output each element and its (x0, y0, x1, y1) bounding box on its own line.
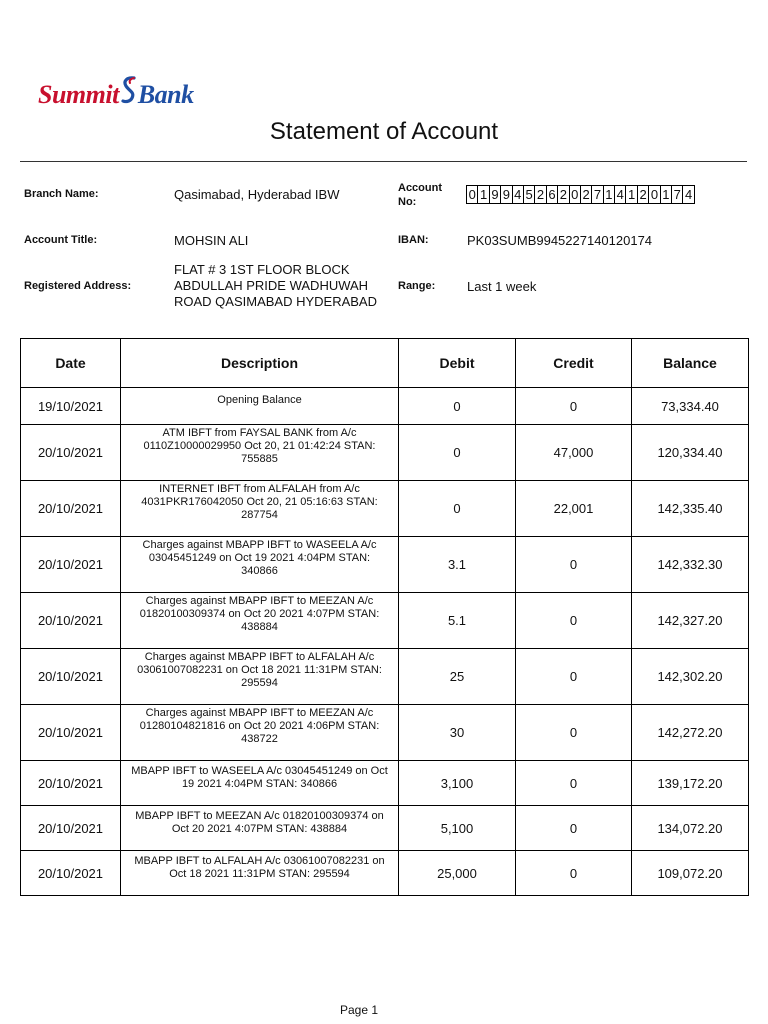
description-line: ATM IBFT from FAYSAL BANK from A/c (162, 427, 357, 439)
table-row (21, 806, 749, 851)
cell-balance: 142,327.20 (632, 593, 749, 649)
account-digit-box: 1 (626, 186, 637, 203)
title-divider (20, 161, 747, 162)
cell-debit: 0 (399, 481, 516, 537)
table-row (21, 481, 749, 537)
cell-balance: 142,302.20 (632, 649, 749, 705)
summit-s-mark-icon (121, 75, 137, 110)
cell-description (121, 425, 399, 481)
description-line: Charges against MBAPP IBFT to MEEZAN A/c (145, 707, 374, 719)
description-line: 295594 (241, 677, 278, 689)
cell-date: 20/10/2021 (21, 806, 121, 851)
cell-credit: 0 (516, 537, 632, 593)
description-line: 01820100309374 on Oct 20 2021 4:07PM STAN: (139, 608, 380, 620)
header-balance: Balance (632, 339, 749, 388)
cell-balance: 134,072.20 (632, 806, 749, 851)
account-digit-box: 5 (524, 186, 535, 203)
description-line: 19 2021 4:04PM STAN: 340866 (181, 778, 338, 790)
account-digit-box: 4 (615, 186, 626, 203)
header-description: Description (121, 339, 399, 388)
description-line: 03045451249 on Oct 19 2021 4:04PM STAN: (148, 552, 371, 564)
cell-description (121, 649, 399, 705)
cell-debit: 0 (399, 425, 516, 481)
header-date: Date (21, 339, 121, 388)
cell-description (121, 593, 399, 649)
cell-date: 20/10/2021 (21, 705, 121, 761)
cell-balance: 73,334.40 (632, 388, 749, 425)
account-digit-box: 4 (513, 186, 524, 203)
range-value: Last 1 week (467, 279, 537, 294)
table-header-row (21, 339, 749, 388)
account-digit-box: 2 (638, 186, 649, 203)
logo-text-summit: Summit (38, 80, 119, 109)
cell-description (121, 806, 399, 851)
table-row (21, 537, 749, 593)
cell-description (121, 761, 399, 806)
cell-debit: 0 (399, 388, 516, 425)
table-row (21, 425, 749, 481)
account-digit-box: 0 (649, 186, 660, 203)
address-value (174, 262, 377, 310)
branch-label: Branch Name: (24, 188, 99, 200)
description-line: 755885 (241, 453, 278, 465)
cell-credit: 0 (516, 705, 632, 761)
description-line: 01280104821816 on Oct 20 2021 4:06PM STAN: (139, 720, 380, 732)
description-line: 0110Z10000029950 Oct 20, 21 01:42:24 STAN: (143, 440, 376, 452)
address-line-3: ROAD QASIMABAD HYDERABAD (174, 294, 377, 309)
iban-label: IBAN: (398, 234, 429, 246)
account-title-label: Account Title: (24, 234, 98, 246)
cell-balance: 142,335.40 (632, 481, 749, 537)
cell-date: 20/10/2021 (21, 851, 121, 896)
account-no-label-line1: Account (398, 182, 442, 194)
cell-credit: 0 (516, 593, 632, 649)
cell-description (121, 705, 399, 761)
cell-balance: 120,334.40 (632, 425, 749, 481)
address-label: Registered Address: (24, 280, 132, 292)
account-digit-box: 0 (570, 186, 581, 203)
description-line: Oct 18 2021 11:31PM STAN: 295594 (169, 868, 350, 880)
description-line: 438884 (241, 621, 278, 633)
description-line: MBAPP IBFT to MEEZAN A/c 01820100309374 on (135, 810, 384, 822)
cell-balance: 109,072.20 (632, 851, 749, 896)
account-digit-box: 7 (672, 186, 683, 203)
cell-date: 20/10/2021 (21, 761, 121, 806)
table-row (21, 761, 749, 806)
account-digit-box: 1 (604, 186, 615, 203)
page-title: Statement of Account (269, 118, 499, 145)
description-line: Oct 20 2021 4:07PM STAN: 438884 (171, 823, 348, 835)
cell-credit: 0 (516, 806, 632, 851)
cell-description (121, 537, 399, 593)
cell-credit: 0 (516, 388, 632, 425)
cell-description (121, 388, 399, 425)
cell-credit: 22,001 (516, 481, 632, 537)
account-digit-box: 1 (478, 186, 489, 203)
cell-date: 20/10/2021 (21, 425, 121, 481)
description-line: 438722 (241, 733, 278, 745)
description-line: Charges against MBAPP IBFT to MEEZAN A/c (145, 595, 374, 607)
description-line: Charges against MBAPP IBFT to WASEELA A/c (142, 539, 377, 551)
transactions-table (20, 338, 749, 896)
cell-description (121, 481, 399, 537)
header-credit: Credit (516, 339, 632, 388)
table-row (21, 649, 749, 705)
description-line: 287754 (241, 509, 278, 521)
cell-balance: 139,172.20 (632, 761, 749, 806)
account-digit-box: 7 (592, 186, 603, 203)
account-digit-box: 2 (581, 186, 592, 203)
cell-credit: 47,000 (516, 425, 632, 481)
cell-debit: 3.1 (399, 537, 516, 593)
cell-debit: 25 (399, 649, 516, 705)
cell-credit: 0 (516, 761, 632, 806)
account-number-boxes (466, 185, 695, 204)
address-line-1: FLAT # 3 1ST FLOOR BLOCK (174, 262, 350, 277)
account-no-label (398, 181, 442, 209)
range-label: Range: (398, 280, 436, 292)
cell-debit: 5.1 (399, 593, 516, 649)
cell-credit: 0 (516, 649, 632, 705)
branch-value: Qasimabad, Hyderabad IBW (174, 187, 340, 202)
table-row (21, 593, 749, 649)
description-line: 340866 (241, 565, 278, 577)
cell-date: 20/10/2021 (21, 537, 121, 593)
cell-date: 19/10/2021 (21, 388, 121, 425)
description-line: INTERNET IBFT from ALFALAH from A/c (159, 483, 360, 495)
account-digit-box: 1 (661, 186, 672, 203)
table-row (21, 705, 749, 761)
account-digit-box: 0 (467, 186, 478, 203)
cell-date: 20/10/2021 (21, 649, 121, 705)
cell-credit: 0 (516, 851, 632, 896)
cell-description (121, 851, 399, 896)
account-digit-box: 2 (535, 186, 546, 203)
cell-balance: 142,332.30 (632, 537, 749, 593)
cell-debit: 5,100 (399, 806, 516, 851)
cell-debit: 3,100 (399, 761, 516, 806)
account-title-value: MOHSIN ALI (174, 233, 249, 248)
description-line: MBAPP IBFT to WASEELA A/c 03045451249 on Oct (131, 765, 388, 777)
cell-debit: 25,000 (399, 851, 516, 896)
description-line: 03061007082231 on Oct 18 2021 11:31PM STAN: (137, 664, 382, 676)
account-digit-box: 9 (490, 186, 501, 203)
cell-balance: 142,272.20 (632, 705, 749, 761)
table-row (21, 388, 749, 425)
cell-debit: 30 (399, 705, 516, 761)
account-digit-box: 2 (558, 186, 569, 203)
cell-date: 20/10/2021 (21, 593, 121, 649)
cell-date: 20/10/2021 (21, 481, 121, 537)
table-row (21, 851, 749, 896)
description-line: 4031PKR176042050 Oct 20, 21 05:16:63 STAN: (141, 496, 378, 508)
description-line: MBAPP IBFT to ALFALAH A/c 03061007082231 on (134, 855, 385, 867)
account-digit-box: 6 (547, 186, 558, 203)
bank-logo (38, 76, 194, 110)
account-digit-box: 4 (683, 186, 694, 203)
description-line: Charges against MBAPP IBFT to ALFALAH A/c (144, 651, 375, 663)
account-no-label-line2: No: (398, 196, 417, 208)
page-number: Page 1 (339, 1003, 379, 1017)
iban-value: PK03SUMB9945227140120174 (467, 233, 653, 248)
header-debit: Debit (399, 339, 516, 388)
account-digit-box: 9 (501, 186, 512, 203)
transactions-body (21, 388, 749, 896)
address-line-2: ABDULLAH PRIDE WADHUWAH (174, 278, 369, 293)
description-line: Opening Balance (217, 394, 302, 406)
logo-text-bank: Bank (137, 80, 194, 109)
